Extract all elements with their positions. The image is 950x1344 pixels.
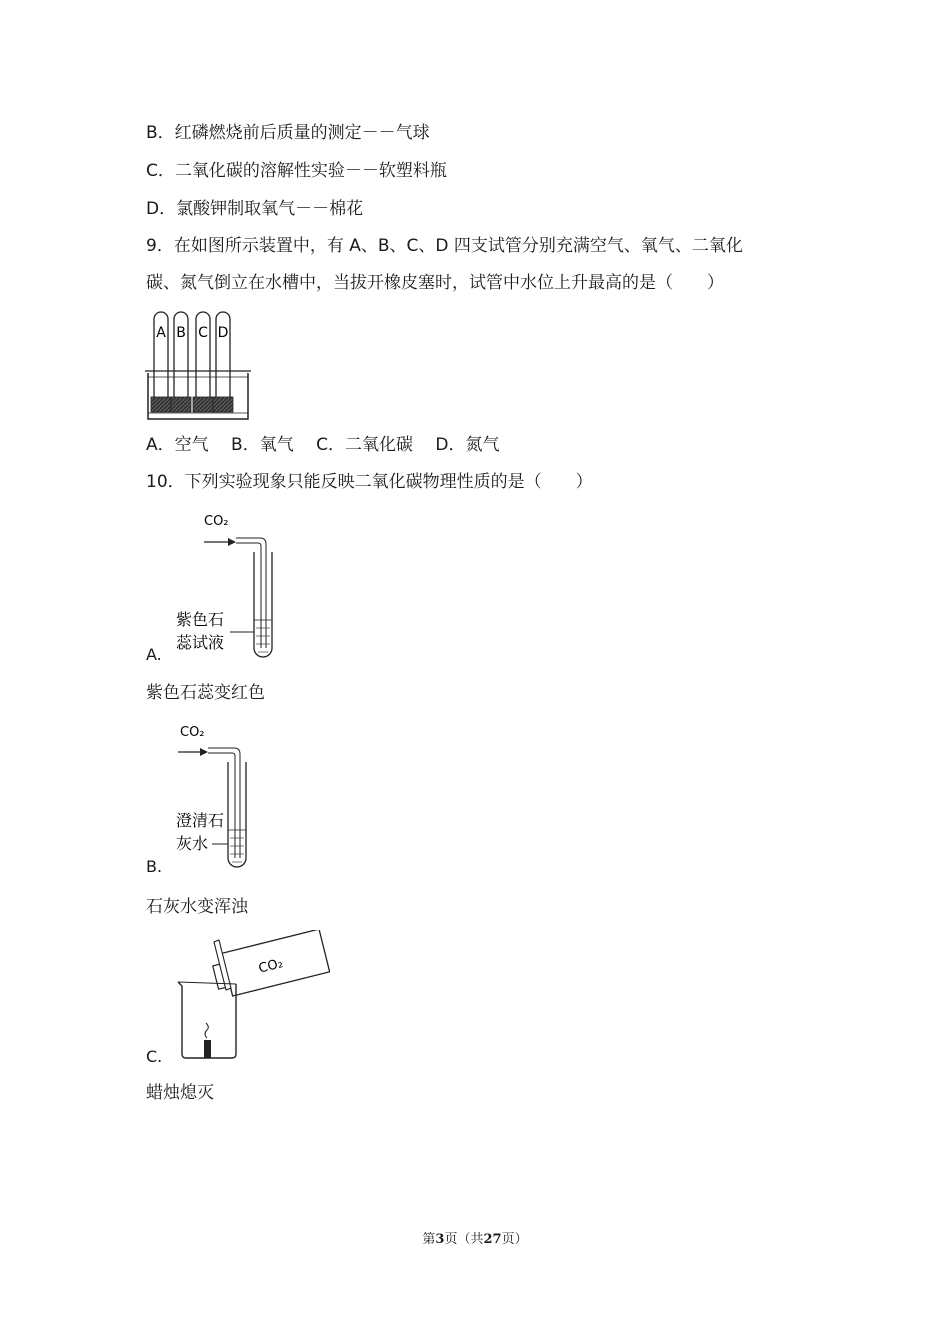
footer-total-pages: 27	[483, 1232, 502, 1247]
q8-option-b: B．红磷燃烧前后质量的测定－－气球	[146, 123, 430, 143]
stopper-b	[171, 397, 191, 412]
q9-stem-line2: 碳、氮气倒立在水槽中，当拔开橡皮塞时，试管中水位上升最高的是（ ）	[146, 273, 724, 293]
stopper-d	[213, 397, 233, 412]
q9-options: A．空气 B．氧气 C．二氧化碳 D．氮气	[146, 435, 500, 455]
q10-option-c-caption: 蜡烛熄灭	[146, 1083, 214, 1103]
q8-option-c: C．二氧化碳的溶解性实验－－软塑料瓶	[146, 161, 447, 181]
co2-label-c: CO₂	[257, 956, 285, 977]
q9-stem-line1: 9．在如图所示装置中，有 A、B、C、D 四支试管分别充满空气、氧气、二氧化	[146, 236, 743, 256]
stopper-c	[193, 397, 213, 412]
q10-option-b-caption: 石灰水变浑浊	[146, 897, 248, 917]
fig-b-liquid-label-2: 灰水	[176, 834, 209, 853]
co2-label-a: CO₂	[204, 514, 229, 529]
q10-stem: 10．下列实验现象只能反映二氧化碳物理性质的是（ ）	[146, 472, 593, 492]
candle	[204, 1040, 211, 1058]
q8-option-d: D．氯酸钾制取氧气－－棉花	[146, 199, 364, 219]
q10-option-a-caption: 紫色石蕊变红色	[146, 683, 265, 703]
q9-figure-trough	[144, 305, 254, 425]
q10-figure-c	[170, 930, 330, 1065]
page-footer	[0, 1228, 950, 1247]
fig-b-liquid-label-1: 澄清石	[176, 811, 225, 830]
q10-figure-a	[170, 508, 280, 660]
stopper-a	[151, 397, 171, 412]
footer-page-number: 3	[435, 1232, 445, 1247]
fig-a-liquid-label-2: 蕊试液	[176, 633, 225, 652]
footer-middle: 页（共	[444, 1232, 484, 1247]
tube-label-d: D	[217, 325, 229, 341]
footer-suffix: 页）	[501, 1232, 528, 1247]
tube-label-b: B	[176, 325, 186, 341]
q10-option-a-label: A.	[146, 645, 162, 664]
footer-prefix: 第	[422, 1232, 436, 1247]
q10-option-c-label: C.	[146, 1047, 163, 1066]
q10-option-b-label: B.	[146, 857, 163, 876]
fig-a-liquid-label-1: 紫色石	[176, 610, 225, 629]
co2-label-b: CO₂	[180, 725, 205, 740]
tube-label-c: C	[198, 325, 208, 341]
q10-figure-b	[170, 718, 260, 873]
tube-label-a: A	[156, 325, 166, 341]
